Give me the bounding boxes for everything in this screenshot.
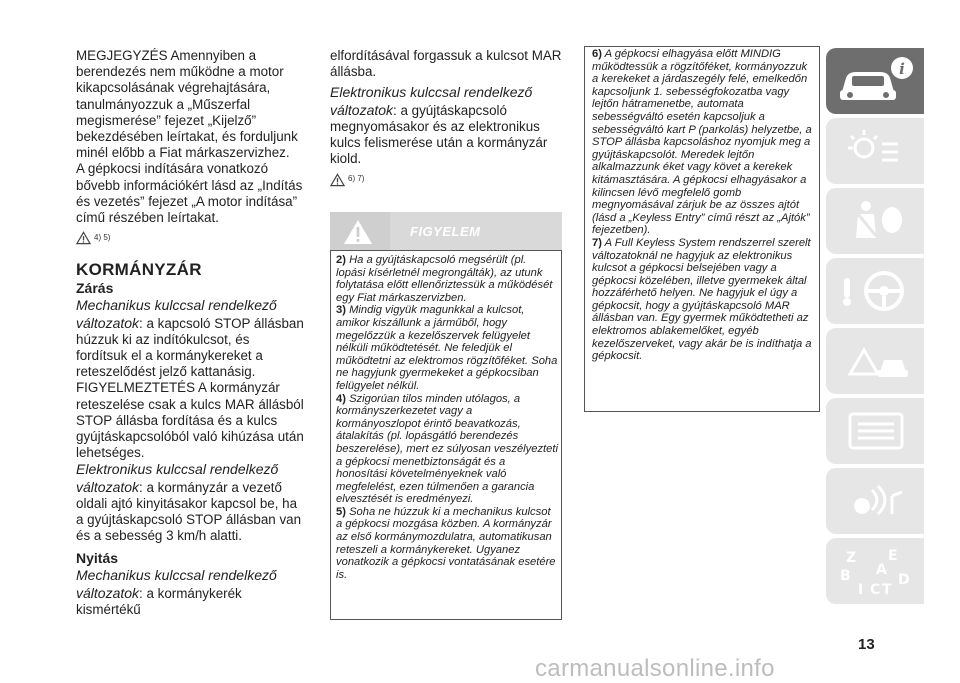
item-number: 5) — [336, 505, 346, 518]
item-number: 6) — [592, 48, 602, 60]
item-number: 2) — [336, 254, 346, 266]
warning-item: 3) Mindig vigyük magunkkal a kulcsot, amikor kiszállunk a járműből, hogy megelőzzük a kezelőszervek felügyelet nélküli működtetését. Ne feledjük el működtetni az elektromos rögzítőféket. Soha ne hagyjunk gyermekeket a gépkocsiban felügyelet nélkül. — [336, 304, 558, 392]
warning-reference — [76, 230, 110, 246]
multimedia-icon — [836, 474, 916, 528]
svg-text:Z: Z — [846, 550, 857, 566]
car-info-icon — [836, 54, 916, 108]
variant-text: : a kapcsoló STOP állásban húzzuk ki az indítókulcsot, és fordítsuk el a kormánykereket a reteszelődést jelző kattanásig. — [76, 315, 304, 380]
svg-text:B: B — [840, 568, 851, 584]
svg-text:I: I — [858, 582, 864, 598]
note-paragraph: MEGJEGYZÉS Amennyiben a berendezés nem működne a motor kikapcsolásának végrehajtására, tanulmányozzuk a „Műszerfal megismerése” fejezet „Kijelző” bekezdésében leírtakat, és forduljunk minél előbb a Fiat márkaszervizhez. — [76, 48, 298, 161]
warning-list — [336, 254, 558, 581]
maintenance-tools-icon — [836, 404, 916, 458]
warning-triangle-icon — [330, 173, 345, 187]
column-2 — [330, 48, 562, 194]
reference-numbers: 6) 7) — [348, 174, 365, 184]
item-number: 4) — [336, 392, 346, 405]
warning-item: 2) Ha a gyújtáskapcsoló megsérült (pl. lopási kísérletnél megrongálták), az utunk folytatása előtt ellenőriztessük a működését egy Fiat márkaszervizben. — [336, 254, 553, 304]
item-number: 3) — [336, 304, 346, 317]
warning-title: FIGYELEM — [410, 224, 481, 239]
variant-label: Mechanikus kulccsal rendelkező változatok — [76, 567, 277, 601]
warning-header — [330, 212, 562, 250]
warning-triangle-icon — [76, 231, 91, 245]
tab-driving[interactable] — [826, 258, 924, 324]
variant-label: Elektronikus kulccsal rendelkező változatok — [76, 461, 279, 495]
tab-safety[interactable] — [826, 188, 924, 254]
dashboard-lights-icon — [836, 124, 916, 178]
svg-text:C: C — [870, 582, 881, 598]
section-heading-steering-lock: KORMÁNYZÁR — [76, 260, 202, 280]
variant-text: : a kormányzár a vezető oldali ajtó kinyitásakor kapcsol be, ha a gyújtáskapcsoló STOP állásban van és a sebesség 3 km/h alatti. — [76, 479, 302, 544]
technical-data-icon — [836, 544, 916, 598]
continued-paragraph: elfordításával forgassuk a kulcsot MAR állásba. — [330, 48, 562, 80]
caution-paragraph: FIGYELMEZTETÉS A kormányzár reteszelése csak a kulcs MAR állásból STOP állásba fordítása és a kulcs gyújtáskapcsolóból való kihúzása után lehetséges. — [76, 380, 304, 461]
warning-item: 4) Szigorúan tilos minden utólagos, a kormányszerkezetet vagy a kormányoszlopot érintő beavatkozás, átalakítás (pl. lopásgátló berendezés beszerelése), mert ez súlyosan veszélyezteti a gépkocsi menetbiztonságát és a honosítási követelményeknek való megfelelést, ezen túlmenően a garancia elvesztését is eredményezi. — [336, 392, 558, 506]
steering-wheel-icon — [836, 264, 916, 318]
column-1 — [76, 48, 304, 618]
page-number: 13 — [858, 636, 875, 653]
svg-text:D: D — [898, 572, 910, 588]
warning-triangle-icon — [342, 218, 374, 246]
tab-multimedia[interactable] — [826, 468, 924, 534]
reference-numbers: 4) 5) — [94, 233, 111, 243]
svg-text:A: A — [876, 562, 887, 578]
variant-label: Elektronikus kulccsal rendelkező változatok — [330, 84, 533, 118]
tab-index[interactable] — [826, 538, 924, 604]
subheading-locking: Zárás — [76, 280, 114, 297]
airbag-seatbelt-icon — [836, 194, 916, 248]
caution-list — [592, 48, 816, 363]
tab-knowing-car[interactable] — [826, 48, 924, 114]
warning-item: 5) Soha ne húzzuk ki a mechanikus kulcsot a gépkocsi mozgása közben. A kormányzár az első kormánymozdulatra, automatikusan reteszeli a kormánykereket. Ugyanez vonatkozik a gépkocsi vontatásának esetére is. — [336, 505, 556, 581]
svg-text:T: T — [882, 582, 892, 598]
svg-text:E: E — [888, 548, 898, 564]
warning-triangle-car-icon — [836, 334, 916, 388]
info-paragraph: A gépkocsi indítására vonatkozó bővebb információkért lásd az „Indítás és vezetés” fejezet „A motor indítása” című részében leírtakat. — [76, 161, 303, 226]
tab-dashboard[interactable] — [826, 118, 924, 184]
caution-item: 7) A Full Keyless System rendszerrel szerelt változatoknál ne hagyjuk az elektronikus kulcsot a gépkocsi belsejében vagy a gépkocsi közelében, illetve gyermekek által hozzáférhető helyen. Ne hagyjuk el úgy a gépkocsit, hogy a gyújtáskapcsoló MAR állásban van. Egy gyermek működtetheti az elektromos ablakemelőket, egyéb kezelőszerveket, vagy akár be is indíthatja a gépkocsit. — [592, 236, 812, 363]
watermark: carmanualsonline.info — [535, 655, 775, 682]
svg-text:i: i — [899, 60, 905, 78]
tab-emergency[interactable] — [826, 328, 924, 394]
chapter-sidebar — [826, 48, 924, 608]
variant-text: : a kormánykerék kismértékű — [76, 585, 242, 617]
item-number: 7) — [592, 236, 602, 249]
variant-text: : a gyújtáskapcsoló megnyomásakor és az elektronikus kulcs felismerése után a kormányzár kiold. — [330, 102, 548, 167]
subheading-unlocking: Nyitás — [76, 550, 119, 567]
tab-maintenance[interactable] — [826, 398, 924, 464]
warning-reference — [330, 171, 364, 187]
variant-label: Mechanikus kulccsal rendelkező változatok — [76, 297, 277, 331]
caution-item: 6) A gépkocsi elhagyása előtt MINDIG működtessük a rögzítőféket, kormányozzuk a kerekeket a járdaszegély felé, emelkedőn kapcsoljunk 1. sebességfokozatba vagy lejtőn hátramenetbe, automata sebességváltó esetén kapcsoljuk a sebességváltó kart P (parkolás) helyzetbe, a STOP állásba kapcsoláshoz nyomjuk meg a gyújtáskapcsolót. Meredek lejtőn alkalmazzunk éket vagy követ a kerekek kitámasztására. A gépkocsi elhagyásakor a kilincsen lévő megfelelő gomb megnyomásával zárjuk be az összes ajtót (lásd a „Keyless Entry” című részt az „Ajtók” fejezetben). — [592, 48, 812, 237]
